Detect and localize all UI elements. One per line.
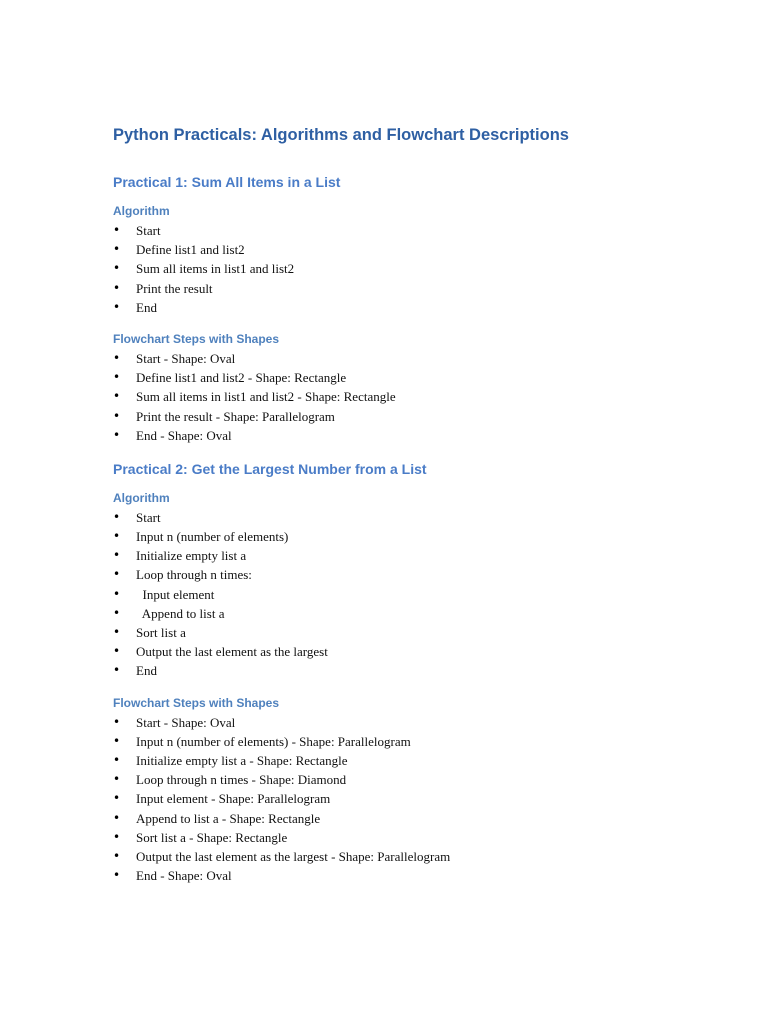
- practical-1-heading: Practical 1: Sum All Items in a List: [113, 174, 341, 190]
- practical-2-section: [113, 459, 713, 885]
- list-item: • Start: [113, 221, 713, 240]
- document-title: Python Practicals: Algorithms and Flowchart Descriptions: [113, 126, 569, 144]
- list-item: • Initialize empty list a - Shape: Rectangle: [113, 751, 713, 770]
- list-item: • Sort list a: [113, 623, 713, 642]
- list-item: • Input n (number of elements) - Shape: Parallelogram: [113, 732, 713, 751]
- list-item: • Start - Shape: Oval: [113, 713, 713, 732]
- list-item: • Append to list a: [113, 604, 713, 623]
- list-item: • Input element: [113, 585, 713, 604]
- practical-1-flowchart-heading: Flowchart Steps with Shapes: [113, 331, 280, 346]
- list-item: • Sort list a - Shape: Rectangle: [113, 828, 713, 847]
- list-item: • Input n (number of elements): [113, 527, 713, 546]
- practical-1-flowchart-list: [113, 349, 713, 445]
- list-item: • Print the result: [113, 279, 713, 298]
- practical-1-algorithm-list: [113, 221, 713, 317]
- list-item: • Append to list a - Shape: Rectangle: [113, 809, 713, 828]
- list-item: • End - Shape: Oval: [113, 426, 713, 445]
- practical-2-flowchart-heading: Flowchart Steps with Shapes: [113, 695, 280, 710]
- list-item: • Output the last element as the largest - Shape: Parallelogram: [113, 847, 713, 866]
- practical-2-algorithm-list: [113, 508, 713, 681]
- practical-1-section: [113, 172, 713, 445]
- list-item: • Input element - Shape: Parallelogram: [113, 789, 713, 808]
- list-item: • End: [113, 298, 713, 317]
- list-item: • End - Shape: Oval: [113, 866, 713, 885]
- list-item: • Sum all items in list1 and list2: [113, 259, 713, 278]
- list-item: • End: [113, 661, 713, 680]
- list-item: • Print the result - Shape: Parallelogram: [113, 407, 713, 426]
- list-item: • Initialize empty list a: [113, 546, 713, 565]
- practical-2-algorithm-heading: Algorithm: [113, 490, 170, 505]
- list-item: • Start - Shape: Oval: [113, 349, 713, 368]
- list-item: • Define list1 and list2 - Shape: Rectangle: [113, 368, 713, 387]
- list-item: • Start: [113, 508, 713, 527]
- practical-2-flowchart-list: [113, 713, 713, 886]
- list-item: • Sum all items in list1 and list2 - Shape: Rectangle: [113, 387, 713, 406]
- list-item: • Loop through n times - Shape: Diamond: [113, 770, 713, 789]
- list-item: • Output the last element as the largest: [113, 642, 713, 661]
- practical-1-algorithm-heading: Algorithm: [113, 204, 170, 218]
- document-body: [113, 122, 713, 885]
- practical-2-heading: Practical 2: Get the Largest Number from a List: [113, 460, 427, 477]
- list-item: • Loop through n times:: [113, 565, 713, 584]
- list-item: • Define list1 and list2: [113, 240, 713, 259]
